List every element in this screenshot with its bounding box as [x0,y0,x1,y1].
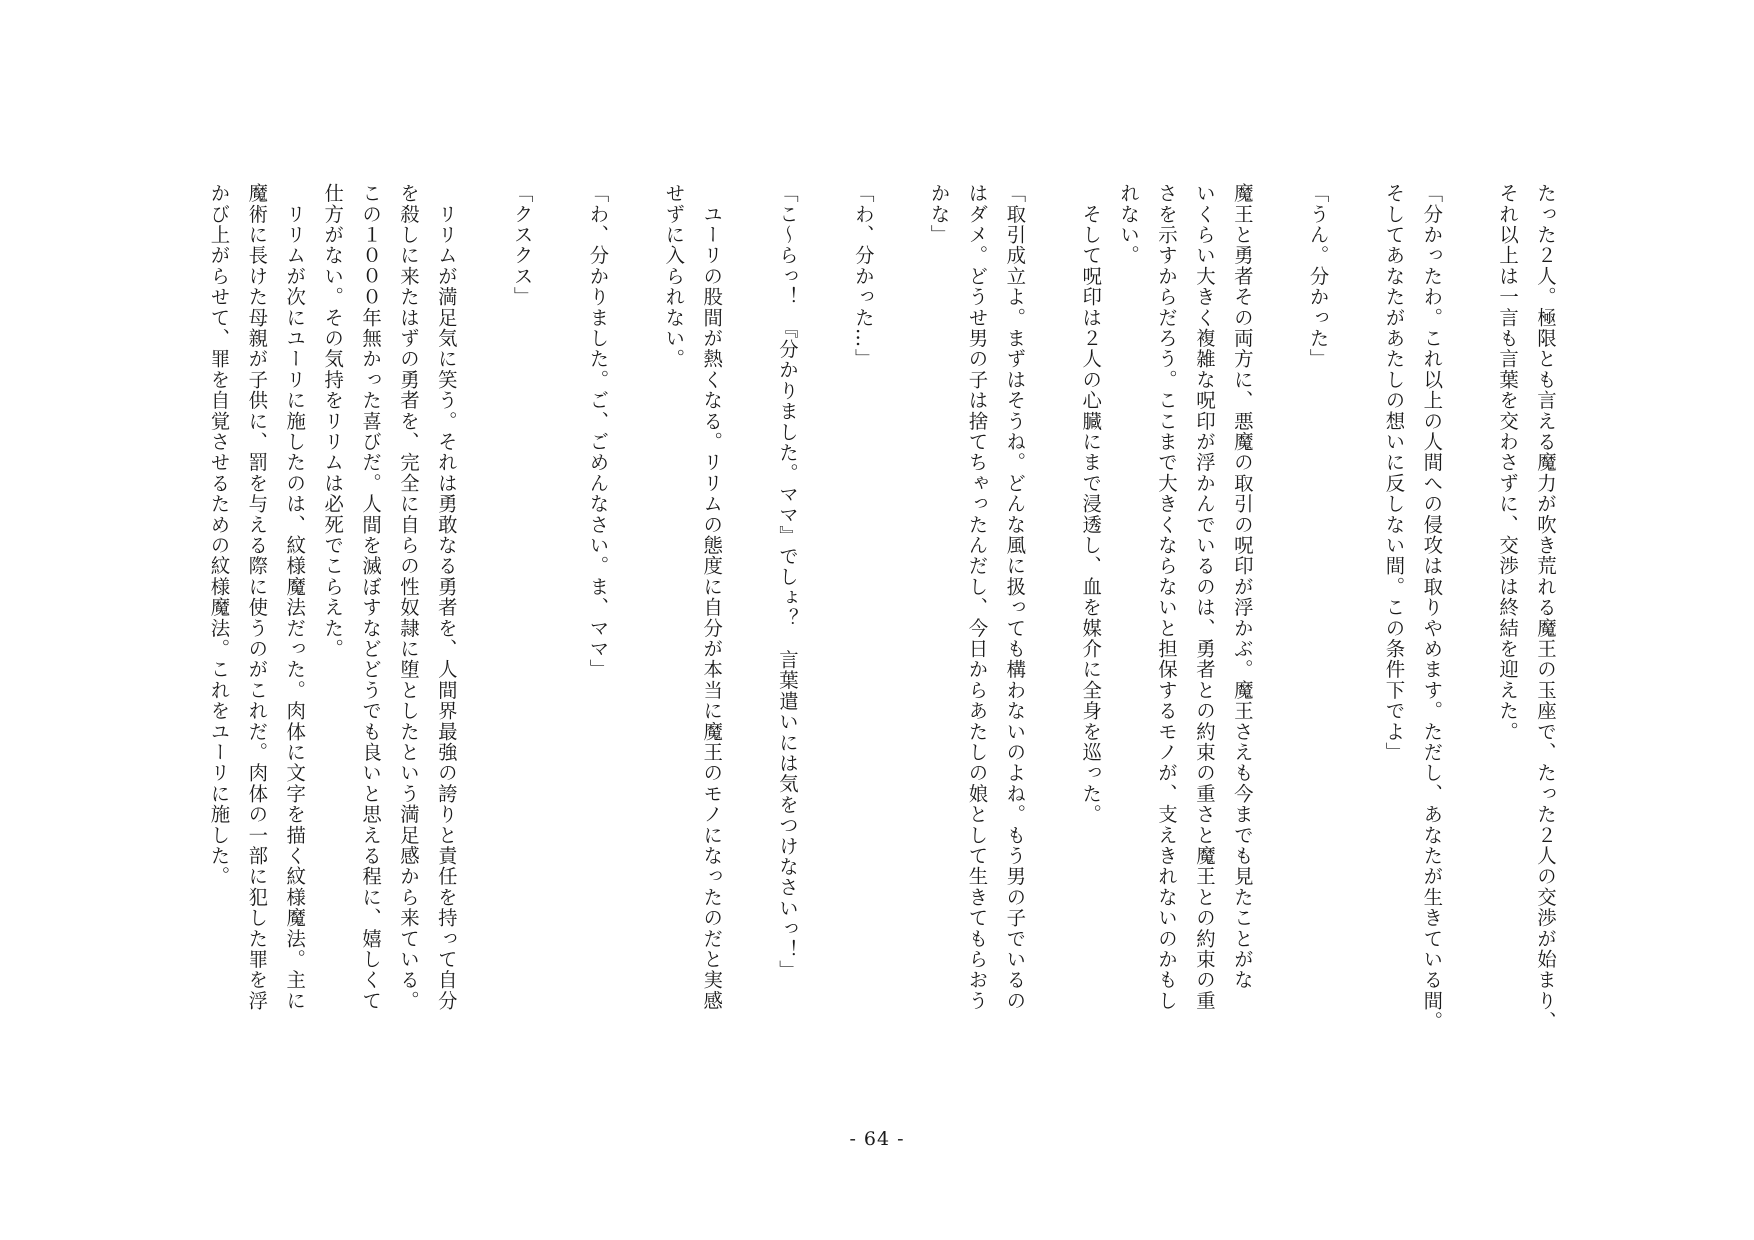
text-line: そして呪印は２人の心臓にまで浸透し、血を媒介に全身を巡った。 [1079,183,1103,825]
blank-line [541,183,579,1088]
text-line: 「クスクス」 [510,183,534,308]
text-line: 「分かったわ。これ以上の人間への侵攻は取りやめます。ただし、あなたが生きている間。 [1420,183,1444,1032]
text-line: せずに入られない。 [662,183,686,370]
text-line: 「わ、分かった…」 [851,183,875,370]
blank-line [806,183,844,1088]
page-number: - 64 - [849,1128,905,1150]
text-line: 「うん。分かった」 [1306,183,1330,370]
text-line: 魔術に長けた母親が子供に、罰を与える際に使うのがこれだ。肉体の一部に犯した罪を浮 [245,183,269,1011]
text-line: かな」 [927,183,951,246]
blank-line [465,183,503,1088]
vertical-body-text [200,183,1564,1088]
text-line: リリムが次にユーリに施したのは、紋様魔法だった。肉体に文字を描く紋様魔法。主に [283,183,307,1011]
text-line: そしてあなたがあたしの想いに反しない間。この条件下でよ」 [1382,183,1406,763]
text-line: 「取引成立よ。まずはそうね。どんな風に扱っても構わないのよね。もう男の子でいるの [1003,183,1027,1011]
blank-line [882,183,920,1088]
text-line: さを示すからだろう。ここまで大きくならないと担保するモノが、支えきれないのかもし [1154,183,1178,1011]
text-line: 「わ、分かりました。ご、ごめんなさい。ま、ママ」 [586,183,610,680]
blank-line [1033,183,1071,1088]
blank-line [1450,183,1488,1088]
text-line: それ以上は一言も言葉を交わさずに、交渉は終結を迎えた。 [1496,183,1520,742]
text-line: ユーリの股間が熱くなる。リリムの態度に自分が本当に魔王のモノになったのだと実感 [700,183,724,1011]
blank-line [1337,183,1375,1088]
blank-line [616,183,654,1088]
text-line: いくらい大きく複雑な呪印が浮かんでいるのは、勇者との約束の重さと魔王との約束の重 [1192,183,1216,1011]
text-line: たった２人。極限とも言える魔力が吹き荒れる魔王の玉座で、たった２人の交渉が始まり、 [1534,183,1557,1032]
text-line: 「こ～らっ！ 『分かりました。ママ』でしょ？ 言葉遣いには気をつけなさいっ！」 [775,183,799,981]
text-line: 魔王と勇者その両方に、悪魔の取引の呪印が浮かぶ。魔王さえも今までも見たことがな [1230,183,1254,991]
blank-line [1261,183,1299,1088]
text-line: かび上がらせて、罪を自覚させるための紋様魔法。これをユーリに施した。 [207,183,231,887]
text-line: れない。 [1117,183,1141,266]
blank-line [730,183,768,1088]
text-line: この１０００年無かった喜びだ。人間を滅ぼすなどどうでも良いと思える程に、嬉しくて [359,183,383,1011]
text-line: リリムが満足気に笑う。それは勇敢なる勇者を、人間界最強の誇りと責任を持って自分 [434,183,458,1011]
text-line: を殺しに来たはずの勇者を、完全に自らの性奴隷に堕としたという満足感から来ている。 [396,183,420,1011]
text-line: 仕方がない。その気持をリリムは必死でこらえた。 [321,183,345,660]
text-line: はダメ。どうせ男の子は捨てちゃったんだし、今日からあたしの娘として生きてもらおう [965,183,989,1011]
